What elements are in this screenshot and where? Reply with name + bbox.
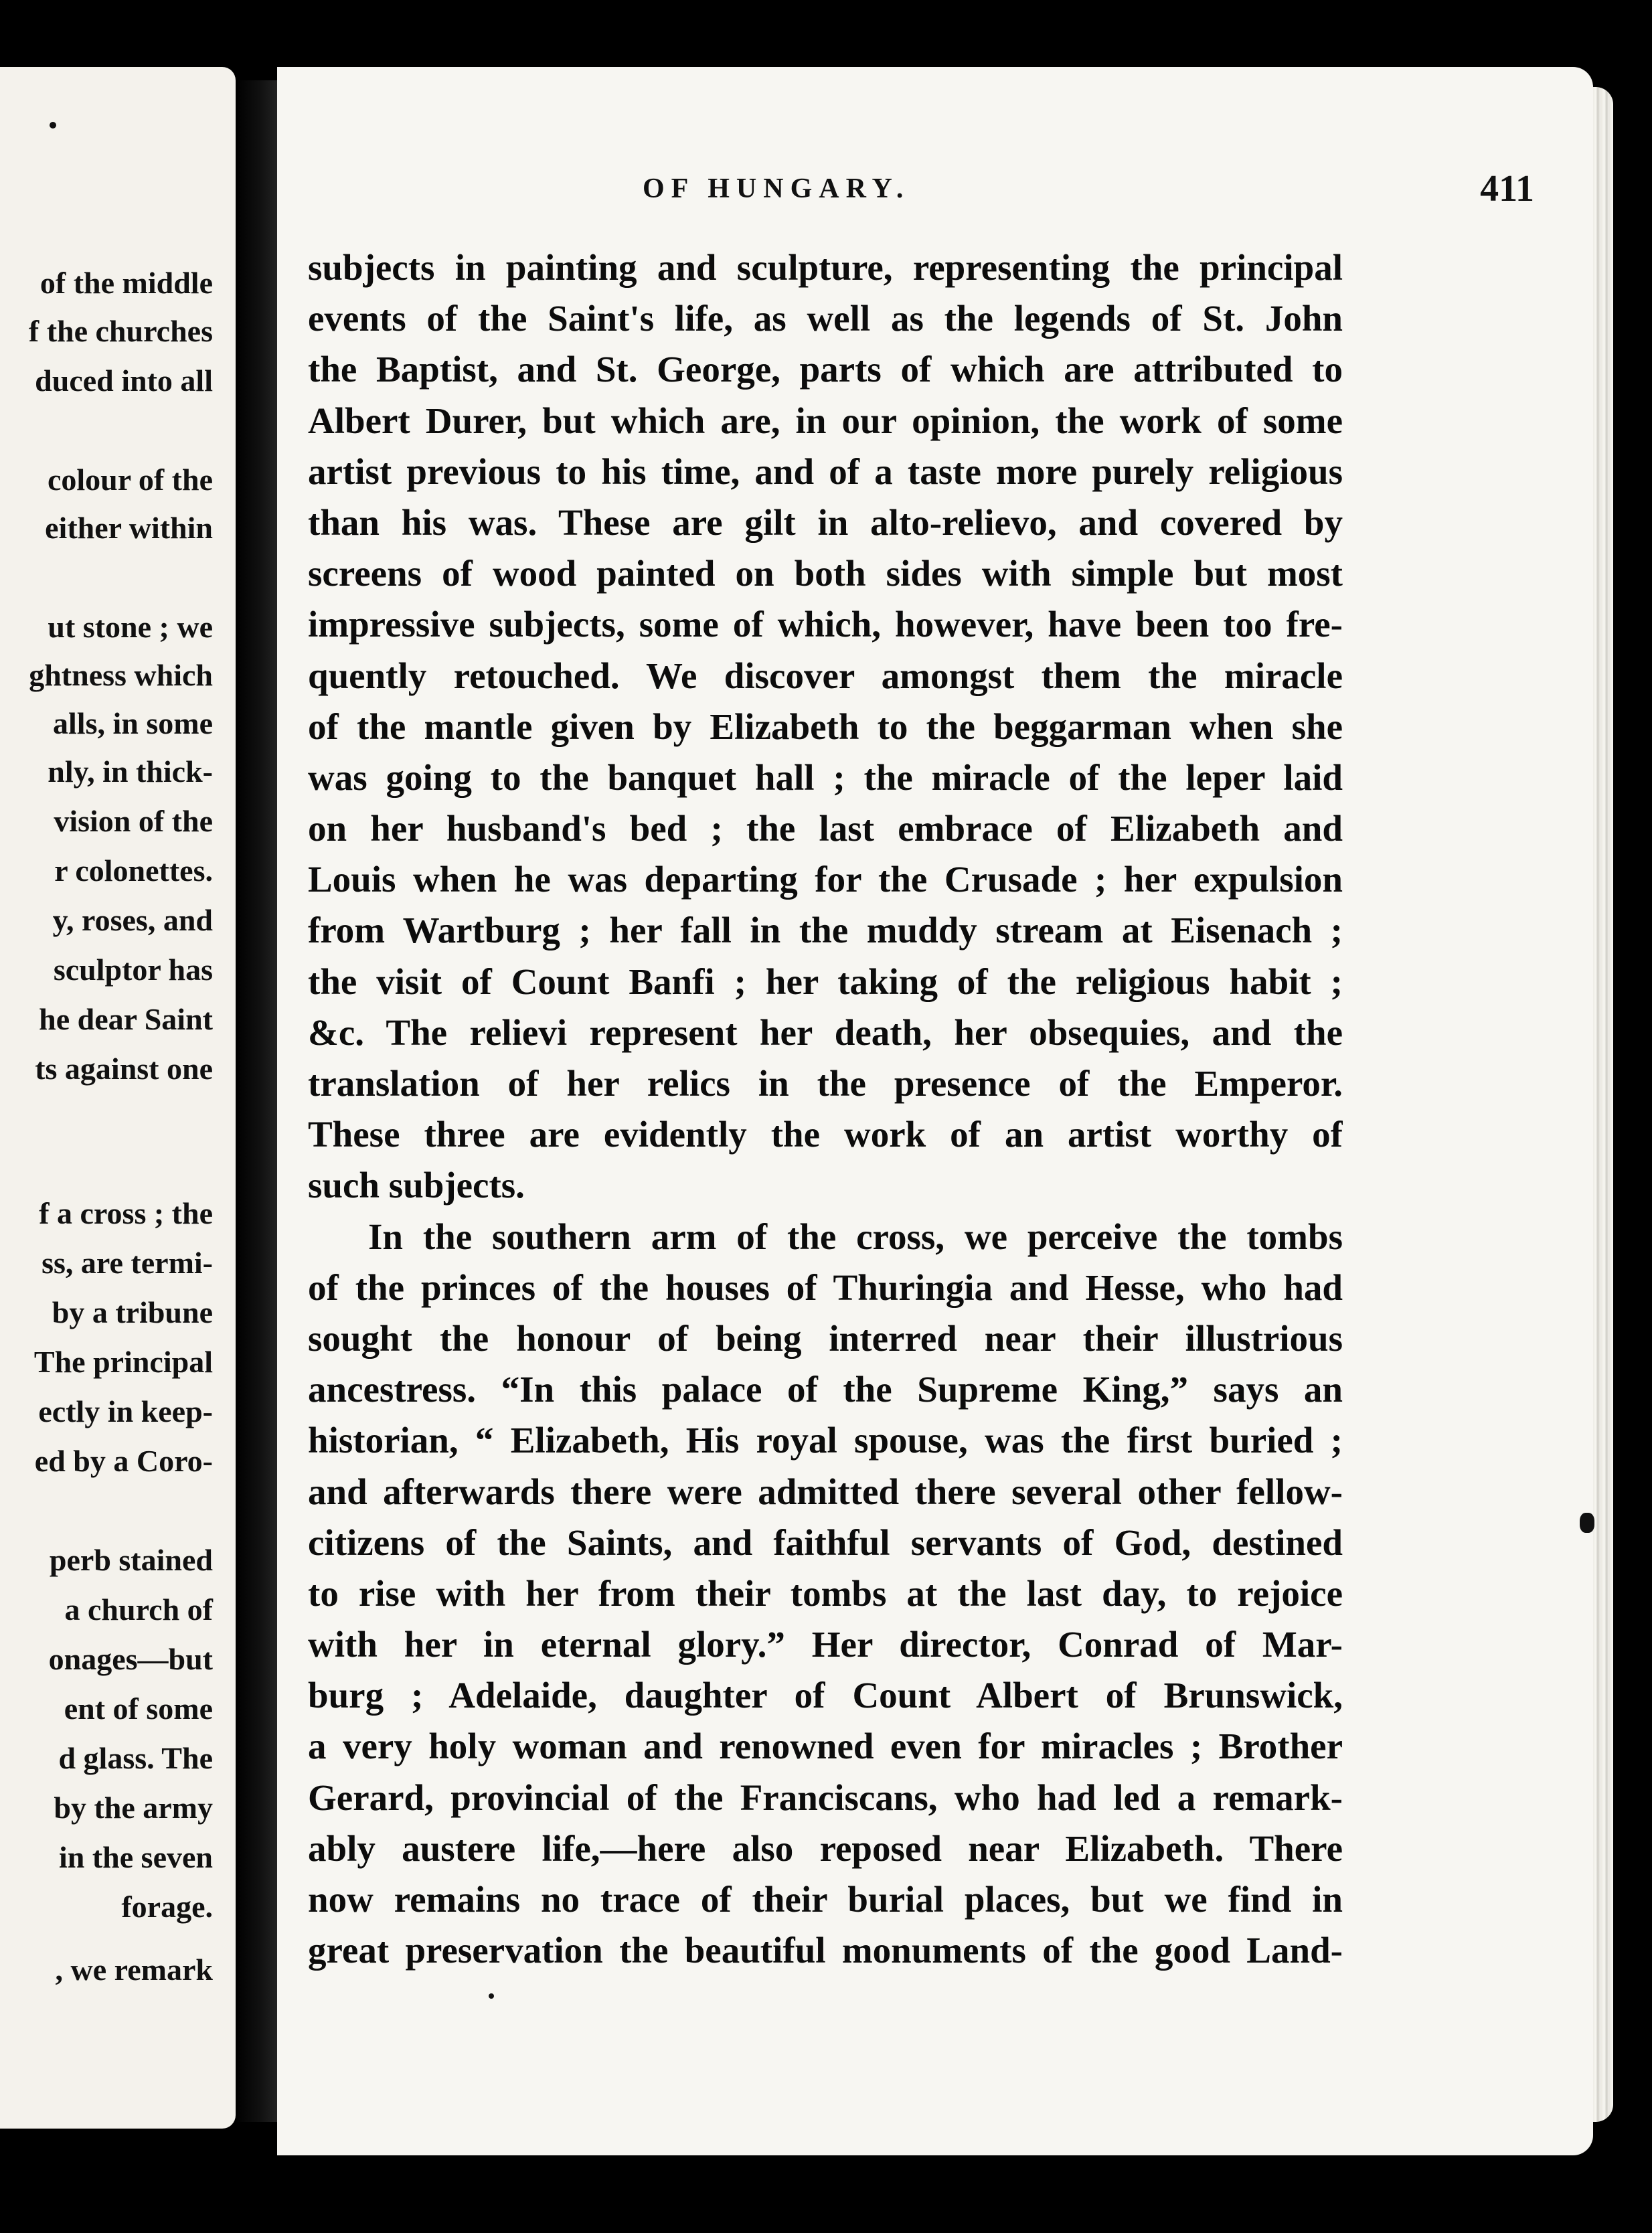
left-page-line: f the churches bbox=[28, 314, 213, 348]
text-line: a very holy woman and renowned even for miracles ; Brother bbox=[308, 1726, 1343, 1767]
left-page-line: ut stone ; we bbox=[48, 610, 213, 644]
left-page-line: y, roses, and bbox=[52, 903, 213, 937]
text-line: the Baptist, and St. George, parts of which are attributed to bbox=[308, 349, 1343, 390]
left-page-line: vision of the bbox=[54, 804, 213, 838]
left-page-line: forage. bbox=[121, 1890, 213, 1924]
left-page-line: The principal bbox=[33, 1345, 213, 1379]
left-page-line: perb stained bbox=[49, 1543, 213, 1577]
text-line: historian, “ Elizabeth, His royal spouse, was the first buried ; bbox=[308, 1420, 1343, 1461]
text-line: ancestress. “In this palace of the Supreme King,” says an bbox=[308, 1369, 1343, 1410]
text-line: of the mantle given by Elizabeth to the beggarman when she bbox=[308, 706, 1343, 747]
book-gutter-shadow bbox=[236, 80, 277, 2122]
ink-speck bbox=[489, 1993, 494, 1999]
text-line: such subjects. bbox=[308, 1165, 525, 1206]
text-line: Gerard, provincial of the Franciscans, who had led a remark- bbox=[308, 1776, 1343, 1818]
body-text bbox=[308, 242, 1343, 1976]
text-line: of the princes of the houses of Thuringia and Hesse, who had bbox=[308, 1266, 1343, 1308]
text-line: subjects in painting and sculpture, representing the principal bbox=[308, 247, 1343, 288]
text-line: burg ; Adelaide, daughter of Count Albert of Brunswick, bbox=[308, 1675, 1343, 1716]
left-page-line: ent of some bbox=[64, 1691, 213, 1726]
left-facing-page bbox=[0, 67, 236, 2129]
left-page-line: , we remark bbox=[55, 1953, 213, 1987]
left-page-line: by the army bbox=[54, 1791, 213, 1825]
left-page-line: ed by a Coro- bbox=[34, 1444, 213, 1478]
text-line: citizens of the Saints, and faithful servants of God, destined bbox=[308, 1521, 1343, 1563]
left-page-line: alls, in some bbox=[53, 706, 213, 740]
text-line: from Wartburg ; her fall in the muddy stream at Eisenach ; bbox=[308, 910, 1343, 951]
text-line: Louis when he was departing for the Crusade ; her expulsion bbox=[308, 859, 1343, 900]
text-line: These three are evidently the work of an artist worthy of bbox=[308, 1114, 1343, 1155]
text-line: great preservation the beautiful monuments of the good Land- bbox=[308, 1930, 1343, 1971]
running-head: OF HUNGARY. bbox=[643, 173, 910, 204]
text-line: &c. The relievi represent her death, her obsequies, and the bbox=[308, 1011, 1343, 1053]
text-line: with her in eternal glory.” Her director, Conrad of Mar- bbox=[308, 1624, 1343, 1665]
left-page-line: ss, are termi- bbox=[42, 1246, 213, 1280]
left-page-line: r colonettes. bbox=[54, 853, 213, 888]
text-line: was going to the banquet hall ; the miracle of the leper laid bbox=[308, 756, 1343, 798]
text-line: sought the honour of being interred near their illustrious bbox=[308, 1317, 1343, 1359]
left-page-line: onages—but bbox=[48, 1642, 213, 1676]
left-page-line: sculptor has bbox=[53, 953, 213, 987]
text-line: impressive subjects, some of which, however, have been too fre- bbox=[308, 604, 1343, 645]
left-page-line: nly, in thick- bbox=[48, 754, 213, 789]
left-page-line: duced into all bbox=[35, 363, 213, 398]
left-page-line: either within bbox=[45, 511, 213, 545]
text-line: to rise with her from their tombs at the last day, to rejoice bbox=[308, 1572, 1343, 1614]
left-page-line: by a tribune bbox=[52, 1295, 213, 1329]
text-line: on her husband's bed ; the last embrace of Elizabeth and bbox=[308, 808, 1343, 849]
text-line: translation of her relics in the presence of the Emperor. bbox=[308, 1063, 1343, 1104]
text-line: quently retouched. We discover amongst them the miracle bbox=[308, 655, 1343, 696]
page-header bbox=[277, 168, 1593, 213]
text-line: artist previous to his time, and of a taste more purely religious bbox=[308, 450, 1343, 492]
ink-speck bbox=[50, 122, 56, 129]
left-page-line: ghtness which bbox=[29, 658, 213, 692]
text-line: screens of wood painted on both sides with simple but most bbox=[308, 553, 1343, 594]
left-page-line: ts against one bbox=[35, 1052, 213, 1086]
text-line: events of the Saint's life, as well as the legends of St. John bbox=[308, 298, 1343, 339]
text-line: now remains no trace of their burial places, but we find in bbox=[308, 1879, 1343, 1920]
left-page-line: in the seven bbox=[59, 1840, 213, 1874]
left-page-line: colour of the bbox=[47, 463, 213, 497]
ink-speck bbox=[1580, 1513, 1594, 1533]
right-page bbox=[277, 67, 1593, 2155]
text-line: Albert Durer, but which are, in our opinion, the work of some bbox=[308, 400, 1343, 441]
text-line: the visit of Count Banfi ; her taking of the religious habit ; bbox=[308, 961, 1343, 1002]
text-line: and afterwards there were admitted there several other fellow- bbox=[308, 1471, 1343, 1512]
left-page-line: a church of bbox=[64, 1592, 213, 1627]
text-line: than his was. These are gilt in alto-relievo, and covered by bbox=[308, 501, 1343, 543]
left-page-line: d glass. The bbox=[58, 1741, 213, 1775]
text-line: ably austere life,—here also reposed near Elizabeth. There bbox=[308, 1827, 1343, 1869]
left-page-line: of the middle bbox=[39, 266, 213, 300]
text-line: In the southern arm of the cross, we perceive the tombs bbox=[368, 1216, 1343, 1257]
left-page-line: f a cross ; the bbox=[39, 1196, 213, 1230]
page-number: 411 bbox=[1480, 168, 1534, 210]
left-page-line: ectly in keep- bbox=[38, 1394, 213, 1428]
left-page-line: he dear Saint bbox=[39, 1002, 213, 1036]
